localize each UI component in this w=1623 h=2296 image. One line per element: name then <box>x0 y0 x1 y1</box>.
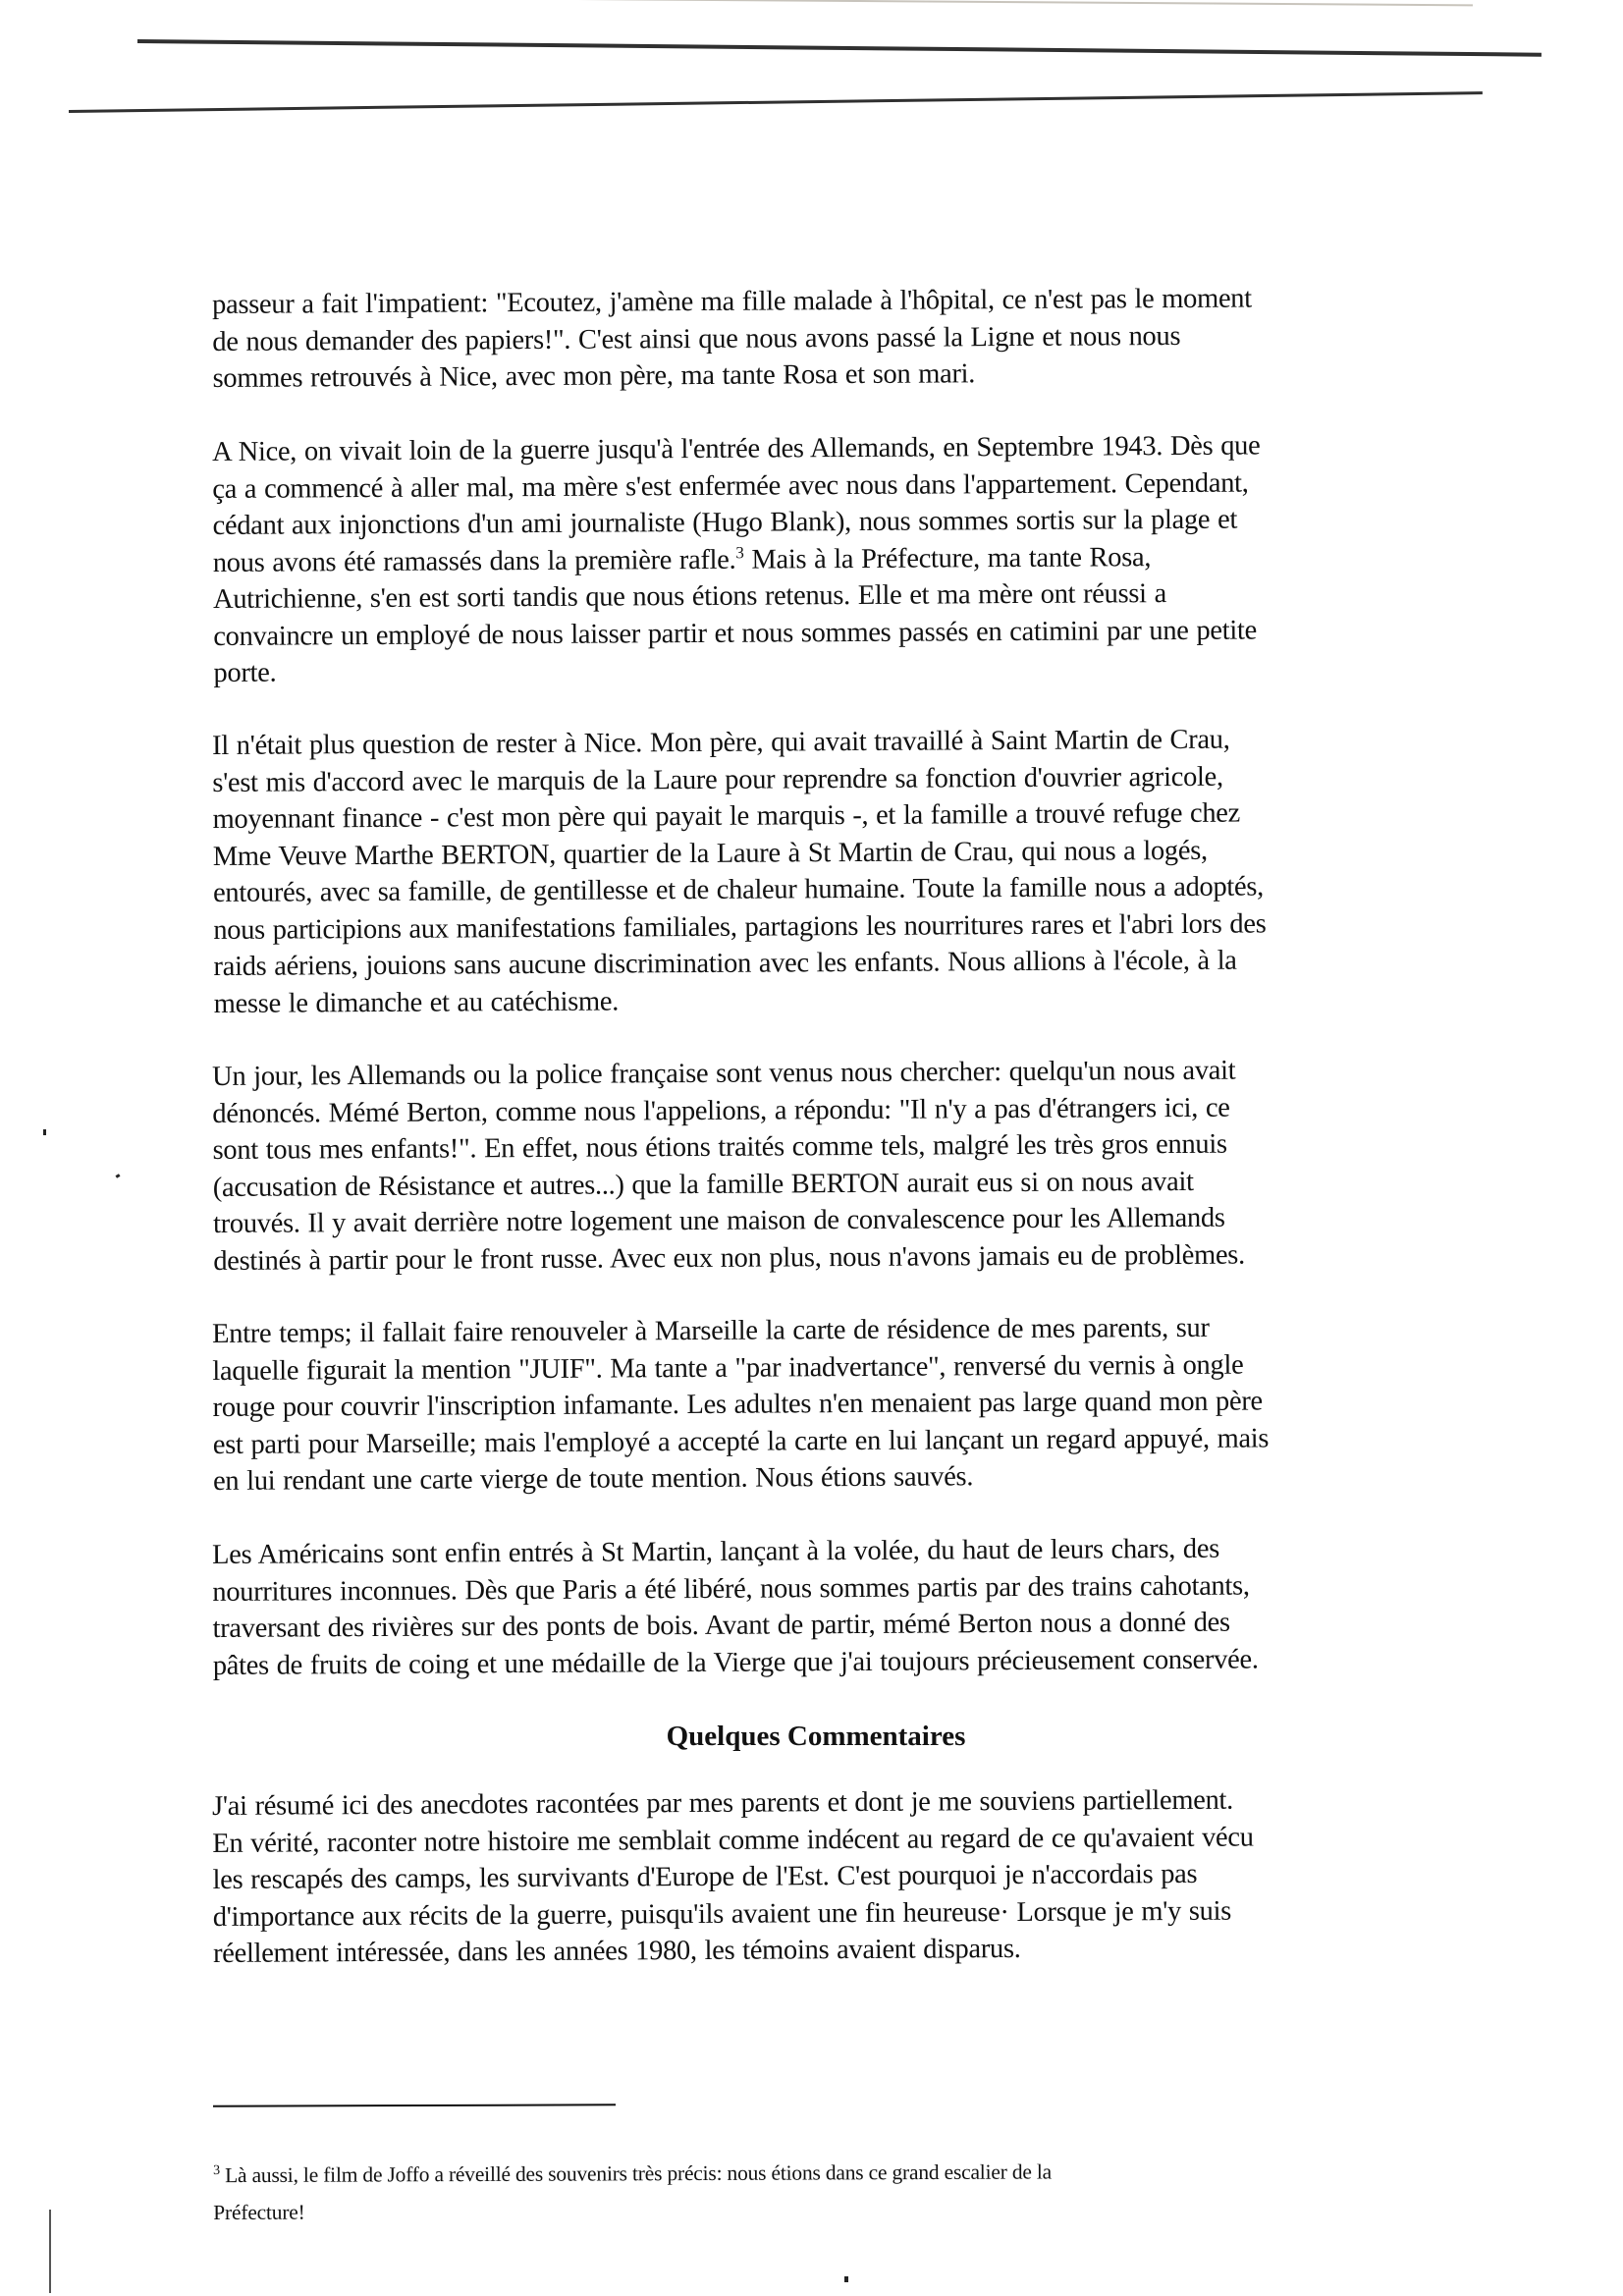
text-line: destinés à partir pour le front russe. Avec eux non plus, nous n'avons jamais eu de problèmes. <box>213 1239 1245 1277</box>
text-line: de nous demander des papiers!". C'est ainsi que nous avons passé la Ligne et nous nous <box>212 320 1181 357</box>
text-line: trouvés. Il y avait derrière notre logement une maison de convalescence pour les Allemands <box>212 1202 1225 1239</box>
text-line: moyennant finance - c'est mon père qui payait le marquis -, et la famille a trouvé refuge chez <box>212 797 1241 835</box>
text-line: raids aériens, jouions sans aucune discrimination avec les enfants. Nous allions à l'école, à la <box>213 945 1237 982</box>
text-line: Autrichienne, s'en est sorti tandis que nous étions retenus. Elle et ma mère ont réussi a <box>212 577 1167 615</box>
scan-speck <box>116 1174 121 1178</box>
text-line: convaincre un employé de nous laisser partir et nous sommes passés en catimini par une petite <box>213 614 1258 651</box>
text-line: porte. <box>213 657 277 688</box>
text-line: ça a commencé à aller mal, ma mère s'est enfermée avec nous dans l'appartement. Cependant, <box>212 466 1249 504</box>
text-line: Entre temps; il fallait faire renouveler à Marseille la carte de résidence de mes parents, sur <box>212 1312 1210 1349</box>
footnote-text: Préfecture! <box>213 2200 305 2225</box>
scan-speck <box>844 2276 848 2282</box>
header-rule-bottom <box>69 91 1483 113</box>
text-line: J'ai résumé ici des anecdotes racontées par mes parents et dont je me souviens partiellement. <box>212 1784 1234 1822</box>
text-line: laquelle figurait la mention "JUIF". Ma tante a "par inadvertance", renversé du vernis à ongle <box>212 1349 1244 1387</box>
scan-edge-shadow <box>245 0 1473 6</box>
text-line: En vérité, raconter notre histoire me semblait comme indécent au regard de ce qu'avaient vécu <box>212 1821 1254 1858</box>
text-line: traversant des rivières sur des ponts de bois. Avant de partir, mémé Berton nous a donné des <box>212 1607 1230 1644</box>
text-line: Il n'était plus question de rester à Nice. Mon père, qui avait travaillé à Saint Martin de Crau, <box>212 724 1230 761</box>
paragraph-commentaires <box>212 1780 1431 1972</box>
text-line: (accusation de Résistance et autres...) que la famille BERTON aurait eus si on nous avait <box>212 1166 1194 1203</box>
text-line: Un jour, les Allemands ou la police française sont venus nous chercher: quelqu'un nous avait <box>212 1055 1236 1092</box>
footnote-text: Là aussi, le film de Joffo a réveillé des souvenirs très précis: nous étions dans ce grand escalier de la <box>219 2159 1053 2188</box>
paragraph-passeur <box>212 279 1431 397</box>
page-body <box>212 283 1430 2008</box>
text-line: entourés, avec sa famille, de gentillesse et de chaleur humaine. Toute la famille nous a adoptés, <box>212 871 1265 908</box>
scan-speck <box>43 1129 46 1135</box>
text-line: sommes retrouvés à Nice, avec mon père, ma tante Rosa et son mari. <box>212 358 976 394</box>
text-line: d'importance aux récits de la guerre, puisqu'ils avaient une fin heureuse· Lorsque je m'y suis <box>212 1894 1232 1932</box>
text-line: réellement intéressée, dans les années 1980, les témoins avaient disparus. <box>212 1933 1021 1969</box>
text-line: est parti pour Marseille; mais l'employé a accepté la carte en lui lançant un regard appuyé, mais <box>212 1422 1270 1460</box>
scan-edge-mark <box>49 2210 51 2293</box>
paragraph-nice <box>212 426 1432 691</box>
text-line: A Nice, on vivait loin de la guerre jusqu'à l'entrée des Allemands, en Septembre 1943. Dès que <box>212 429 1261 467</box>
text-line: en lui rendant une carte vierge de toute mention. Nous étions sauvés. <box>212 1461 974 1497</box>
text-line: les rescapés des camps, les survivants d'Europe de l'Est. C'est pourquoi je n'accordais pas <box>212 1858 1198 1895</box>
text-line: s'est mis d'accord avec le marquis de la Laure pour reprendre sa fonction d'ouvrier agricole, <box>212 761 1223 798</box>
text-line: nourritures inconnues. Dès que Paris a été libéré, nous sommes partis par des trains cahotants, <box>212 1569 1250 1607</box>
text-line: Mme Veuve Marthe BERTON, quartier de la Laure à St Martin de Crau, qui nous a logés, <box>212 835 1208 872</box>
footnote-separator <box>213 2104 616 2106</box>
text-line: cédant aux injonctions d'un ami journaliste (Hugo Blank), nous sommes sortis sur la plage et <box>212 504 1238 541</box>
footnote-reference[interactable]: 3 <box>735 542 744 562</box>
paragraph-marseille <box>212 1308 1431 1500</box>
text-line: Les Américains sont enfin entrés à St Martin, lançant à la volée, du haut de leurs chars, des <box>212 1533 1220 1570</box>
text-line: rouge pour couvrir l'inscription infamante. Les adultes n'en menaient pas large quand mon père <box>212 1386 1263 1423</box>
header-rule-top <box>137 39 1542 57</box>
paragraph-denonces <box>212 1051 1431 1280</box>
text-line: dénoncés. Mémé Berton, comme nous l'appelions, a répondu: "Il n'y a pas d'étrangers ici, ce <box>212 1092 1230 1129</box>
paragraph-saint-martin <box>212 720 1432 1022</box>
section-heading: Quelques Commentaires <box>666 1720 966 1752</box>
footnote-number: 3 <box>213 2162 220 2178</box>
paragraph-americains <box>212 1529 1431 1684</box>
text-line: passeur a fait l'impatient: "Ecoutez, j'amène ma fille malade à l'hôpital, ce n'est pas le moment <box>212 283 1252 320</box>
text-line: sont tous mes enfants!". En effet, nous étions traités comme tels, malgré les très gros ennuis <box>212 1128 1227 1166</box>
text-line: nous avons été ramassés dans la première rafle. <box>212 543 736 577</box>
text-line: pâtes de fruits de coing et une médaille de la Vierge que j'ai toujours précieusement conservée. <box>212 1643 1259 1680</box>
footnote <box>213 2148 1440 2232</box>
text-line: messe le dimanche et au catéchisme. <box>213 985 620 1019</box>
text-line: nous participions aux manifestations familiales, partagions les nourritures rares et l'abri lors des <box>213 907 1267 946</box>
text-line: Mais à la Préfecture, ma tante Rosa, <box>743 541 1152 574</box>
